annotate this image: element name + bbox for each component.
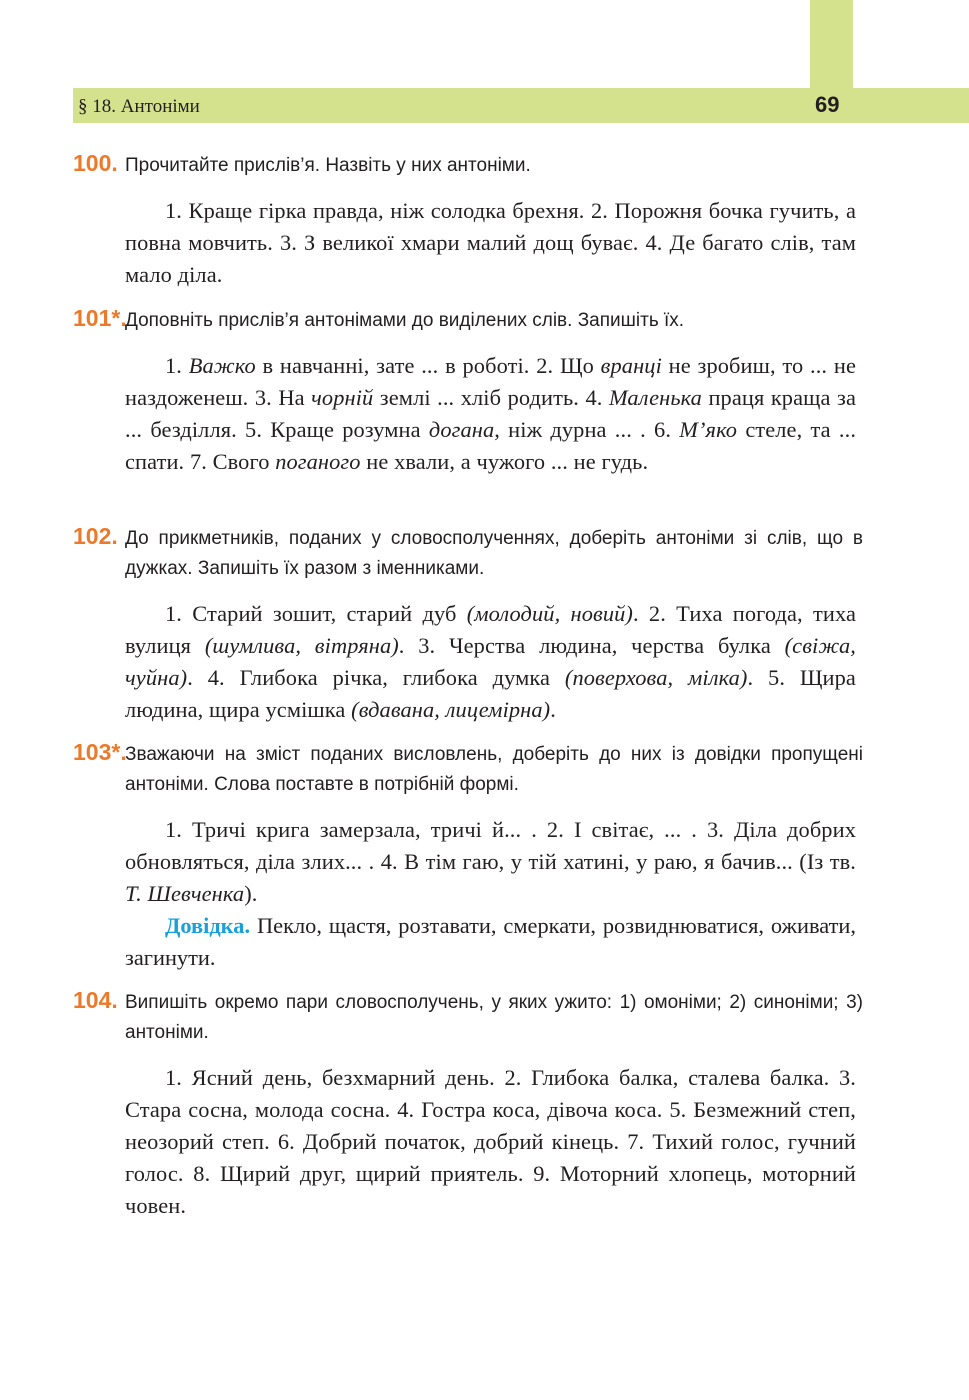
author-name: Т. Шевченка: [125, 881, 245, 906]
exercise-102: [73, 521, 863, 726]
task-text: Зважаючи на зміст поданих висловлень, доберіть до них із довідки пропущені антоніми. Слова поставте в потрібній формі.: [125, 744, 863, 795]
reference-label: Довідка.: [165, 913, 251, 938]
exercise-number: 101*.: [73, 305, 127, 331]
highlighted-word: поганого: [275, 449, 361, 474]
exercise-text: 1. Краще гірка правда, ніж солодка брехня. 2. Порожня бочка гучить, а повна мовчить. 3. З великої хмари малий дощ буває. 4. Де багато слів, там мало діла.: [125, 198, 856, 287]
reference-text: Пекло, щастя, розтавати, смеркати, розвиднюватися, оживати, загинути.: [125, 913, 856, 970]
task-text: Доповніть прислів’я антонімами до виділених слів. Запишіть їх.: [125, 310, 685, 331]
highlighted-word: вранці: [600, 353, 662, 378]
task-text: Випишіть окремо пари словосполучень, у яких ужито: 1) омоніми; 2) синоніми; 3) антоніми.: [125, 992, 863, 1043]
exercise-number: 104.: [73, 987, 118, 1013]
task-text: Прочитайте прислів’я. Назвіть у них антоніми.: [125, 155, 531, 176]
bracket-words: (свіжа, чуйна): [125, 633, 856, 690]
exercise-100: [73, 148, 863, 291]
exercise-task: [73, 303, 863, 336]
exercise-number: 100.: [73, 150, 118, 176]
exercise-number: 102.: [73, 523, 118, 549]
exercise-text: 1. Старий зошит, старий дуб (молодий, новий). 2. Тиха погода, тиха вулиця (шумлива, вітряна). 3. Черства людина, черства булка (свіжа, чуйна). 4. Глибока річка, глибока думка (поверхова, мілка). 5. Щира людина, щира усмішка (вдавана, лицемірна).: [125, 601, 856, 722]
task-text: До прикметників, поданих у словосполученнях, доберіть антоніми зі слів, що в дужках. Запишіть їх разом з іменниками.: [125, 528, 863, 579]
highlighted-word: Важко: [188, 353, 256, 378]
bracket-words: (шумлива, вітряна): [204, 633, 399, 658]
exercise-103: [73, 737, 863, 974]
highlighted-word: Маленька: [608, 385, 702, 410]
page-tab-decoration: [810, 0, 853, 90]
exercise-text: 1. Тричі крига замерзала, тричі й... . 2. І світає, ... . 3. Діла добрих обновляться, діла злих... . 4. В тім гаю, у тій хатині, у раю, я бачив... (Із тв. Т. Шевченка).: [125, 817, 856, 906]
exercise-text: 1. Ясний день, безхмарний день. 2. Глибока балка, сталева балка. 3. Стара сосна, молода сосна. 4. Гостра коса, дівоча коса. 5. Безмежний степ, неозорий степ. 6. Добрий початок, добрий кінець. 7. Тихий голос, гучний голос. 8. Щирий друг, щирий приятель. 9. Моторний хлопець, моторний човен.: [125, 1065, 856, 1218]
highlighted-word: чорній: [311, 385, 374, 410]
bracket-words: (поверхова, мілка): [564, 665, 748, 690]
exercise-text: 1. Важко в навчанні, зате ... в роботі. 2. Що вранці не зробиш, то ... не наздоженеш. 3. На чорній землі ... хліб родить. 4. Маленька праця краща за ... безділля. 5. Краще розумна догана, ніж дурна ... . 6. М’яко стеле, та ... спати. 7. Свого поганого не хвали, а чужого ... не гудь.: [125, 353, 857, 474]
bracket-words: (вдавана, лицемірна): [351, 697, 551, 722]
exercise-task: [73, 148, 863, 181]
exercise-task: [73, 985, 863, 1048]
bracket-words: (молодий, новий): [466, 601, 633, 626]
highlighted-word: М’яко: [679, 417, 738, 442]
reference-block: [125, 910, 856, 974]
exercise-number: 103*.: [73, 739, 127, 765]
exercise-101: [73, 303, 863, 478]
exercise-104: [73, 985, 863, 1222]
page-number: 69: [815, 92, 840, 117]
exercise-task: [73, 737, 863, 800]
highlighted-word: догана: [428, 417, 495, 442]
exercise-task: [73, 521, 863, 584]
section-title: § 18. Антоніми: [78, 96, 200, 117]
